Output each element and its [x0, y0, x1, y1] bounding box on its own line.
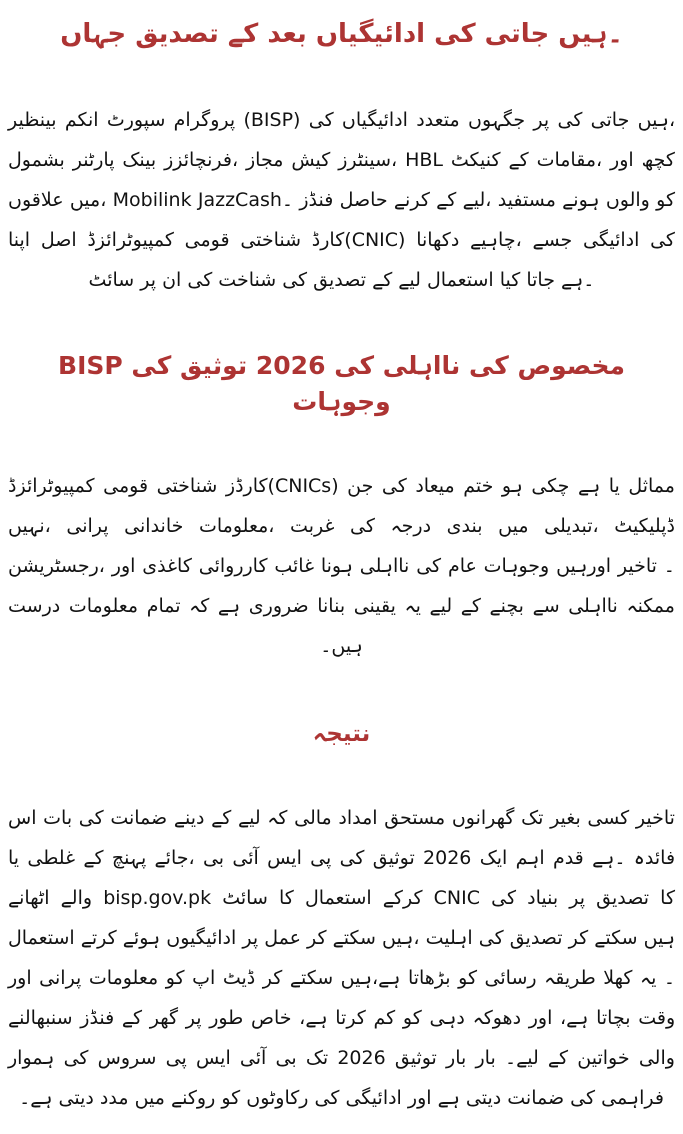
- urdu-word: مستفید: [497, 188, 556, 211]
- urdu-word: اپ: [192, 966, 216, 989]
- urdu-word: بچنے: [489, 595, 524, 618]
- urdu-word: کمپیوٹرائزڈ: [8, 475, 95, 498]
- urdu-word: معلومات: [68, 595, 139, 618]
- urdu-word: بندی: [446, 515, 483, 538]
- urdu-word: بچاتا: [596, 1006, 631, 1029]
- urdu-word: قومی: [184, 228, 230, 251]
- heading-conclusion: [38, 718, 645, 751]
- urdu-word: ہے: [437, 1086, 460, 1109]
- urdu-word: چاہیے: [470, 228, 516, 251]
- urdu-word: معلومات: [198, 515, 269, 538]
- urdu-word: ادائیگیاں: [315, 19, 426, 49]
- urdu-word: ممکنہ: [626, 595, 675, 618]
- urdu-word: پارٹنر: [72, 148, 115, 171]
- urdu-word: بغیر: [550, 806, 581, 829]
- urdu-word: اہلیت: [425, 926, 473, 949]
- urdu-word: یقینی: [353, 595, 396, 618]
- urdu-word: استعمال: [8, 926, 75, 949]
- urdu-word: اور: [8, 966, 32, 989]
- urdu-word: ادائیگی: [345, 1086, 402, 1109]
- urdu-word: پرانی: [66, 515, 109, 538]
- urdu-word: سائٹ: [88, 268, 135, 291]
- paragraph-ineligibility-reasons: کمپیوٹرائزڈ قومی شناختی کارڈز(CNICs) جن کی میعاد ختم ہو چکی ہے یا مماثل نہیں، پرانی خاندانی معلومات، غربت کی درجہ بندی میں تبدیلی، ڈپلیکیٹ رجسٹریشن، اور کاغذی کارروائی غائب ہونا نااہلی کی عام وجوہات ہیں ۔ تاخیر اور ممکنہ نااہلی سے بچنے کے لیے یہ یقینی بنانا ضروری ہے کہ تمام معلومات درست ہیں۔: [8, 475, 675, 658]
- urdu-word: کی: [314, 1086, 340, 1109]
- urdu-word: عمل: [264, 926, 301, 949]
- urdu-word: یا: [8, 846, 20, 869]
- urdu-word: ہے: [592, 846, 615, 869]
- urdu-word: کی: [557, 108, 583, 131]
- urdu-word: کی: [650, 228, 675, 251]
- urdu-word: استعمال: [427, 268, 494, 291]
- urdu-word: دینے: [173, 806, 205, 829]
- urdu-word: طریقہ: [544, 966, 596, 989]
- urdu-word: کا: [660, 886, 676, 909]
- urdu-word: سکتے: [594, 926, 638, 949]
- urdu-word: پرانی: [39, 966, 82, 989]
- urdu-word: کیا: [499, 268, 521, 291]
- urdu-word: انکم: [64, 108, 99, 131]
- urdu-word: کر: [568, 926, 589, 949]
- urdu-word: لیے: [429, 595, 453, 618]
- urdu-word: کے: [211, 806, 232, 829]
- urdu-word: ہیں: [643, 926, 675, 949]
- urdu-word: مخصوص: [517, 350, 625, 380]
- urdu-word: پر: [242, 926, 259, 949]
- urdu-word: معلومات: [88, 966, 159, 989]
- urdu-word: بنیاد: [527, 886, 559, 909]
- urdu-word: کے: [436, 188, 457, 211]
- urdu-word: یا: [608, 475, 620, 498]
- urdu-word: گھر: [149, 1006, 179, 1029]
- paragraph-conclusion: اس بات کی ضمانت دینے کے لیے کہ مالی امداد مستحق گھرانوں تک بغیر کسی تاخیر یا غلطی کے پہنچ جائے، بی آئی ایس پی کی توثیق 2026 ایک اہم قدم ہے۔ فائدہ اٹھانے والے bisp.gov.pk سائٹ کا استعمال کرکے CNIC کی بنیاد پر تصدیق کا استعمال کرتے ہوئے ادائیگیوں پر عمل کر سکتے ہیں، اہلیت کی تصدیق کر سکتے ہیں اور پرانی معلومات کو اپ ڈیٹ کر سکتے ہیں ۔ یہ کھلا طریقہ رسائی کو بڑھاتا ہے، وقت بچاتا ہے، اور دھوکہ دہی کو کم کرتا ہے، خاص طور پر گھر کے فنڈز سنبھالنے والی خواتین کے لیے۔ بار بار توثیق 2026 تک بی آئی ایس پی سروس کی ہموار فراہمی کی ضمانت دیتی ہے اور ادائیگی کی رکاوٹوں کو روکنے میں مدد دیتی ہے۔: [8, 806, 676, 1109]
- urdu-word: طور: [209, 1006, 244, 1029]
- urdu-word: اہم: [515, 846, 545, 869]
- urdu-word: جن: [347, 475, 374, 498]
- urdu-word: کرنے: [393, 188, 430, 211]
- urdu-word: پر: [569, 886, 586, 909]
- urdu-word: کی: [78, 806, 104, 829]
- urdu-word: کر: [307, 926, 327, 949]
- urdu-word: مماثل: [628, 475, 675, 498]
- urdu-word: کے: [227, 19, 259, 49]
- urdu-word: کارڈ: [311, 228, 345, 251]
- urdu-word: وجوہات: [292, 386, 391, 416]
- urdu-word: کے: [460, 595, 481, 618]
- urdu-word: تاخیر: [635, 806, 675, 829]
- urdu-word: کے: [508, 148, 529, 171]
- urdu-word: ضمانت: [110, 806, 168, 829]
- urdu-word: دکھانا: [416, 228, 460, 251]
- urdu-word: پی: [310, 846, 332, 869]
- urdu-word: اور: [407, 1086, 432, 1109]
- paragraph-payment-locations: بینظیر انکم سپورٹ پروگرام (BISP) کی ادائیگیاں متعدد جگہوں پر کی جاتی ہیں، بشمول پارٹنر بینک فرنچائزز، مجاز کیش سینٹرز، HBL کنیکٹ کے مقامات، اور کچھ علاقوں میں، Mobilink JazzCash۔ فنڈز حاصل کرنے کے لیے، مستفید ہونے والوں کو اپنا اصل کمپیوٹرائزڈ قومی شناختی کارڈ(CNIC) دکھانا چاہیے، جسے ادائیگی کی سائٹ پر ان کی شناخت کی تصدیق کے لیے استعمال کیا جاتا ہے۔: [8, 108, 676, 291]
- urdu-word: شناخت: [218, 268, 277, 291]
- urdu-word: بڑھاتا: [407, 966, 451, 989]
- urdu-word: کو: [656, 188, 675, 211]
- urdu-word: غلطی: [27, 846, 76, 869]
- urdu-word: استعمال: [304, 886, 372, 909]
- urdu-word: روکنے: [171, 1086, 216, 1109]
- urdu-word: کی: [478, 926, 504, 949]
- urdu-word: رکاوٹوں: [246, 1086, 309, 1109]
- urdu-word: بعد: [267, 19, 307, 49]
- urdu-word: کنیکٹ: [450, 148, 501, 171]
- urdu-word: کی: [416, 555, 442, 578]
- urdu-word: آئی: [239, 1046, 267, 1069]
- urdu-word: سروس: [97, 1046, 157, 1069]
- urdu-word: رسائی: [484, 966, 537, 989]
- urdu-word: فرنچائزز: [164, 148, 232, 171]
- urdu-word: یہ: [404, 595, 421, 618]
- urdu-word: کی: [334, 350, 375, 380]
- urdu-word: کچھ: [641, 148, 675, 171]
- urdu-word: کو: [402, 1006, 422, 1029]
- urdu-word: کی: [434, 19, 476, 49]
- heading-payments-after-verification: جہاں تصدیق کے بعد ادائیگیاں کی جاتی ہیں۔: [60, 19, 623, 49]
- urdu-word: کہ: [189, 595, 210, 618]
- urdu-word: سکتے: [289, 966, 334, 989]
- urdu-word: ہیں: [637, 108, 669, 131]
- urdu-word: دہی: [429, 1006, 465, 1029]
- urdu-word: کارڈز: [225, 475, 268, 498]
- urdu-word: ختم: [463, 475, 494, 498]
- urdu-word: پی: [165, 1046, 187, 1069]
- urdu-word: غائب: [274, 555, 315, 578]
- urdu-word: بار: [446, 1046, 467, 1069]
- urdu-word: خاندانی: [124, 515, 184, 538]
- urdu-word: آئی: [232, 846, 259, 869]
- urdu-word: اور: [111, 555, 136, 578]
- urdu-word: کرتا: [335, 1006, 366, 1029]
- urdu-word: اس: [8, 806, 37, 829]
- urdu-word: کمپیوٹرائزڈ: [87, 228, 174, 251]
- urdu-word: تبدیلی: [544, 515, 593, 538]
- urdu-word: ضروری: [248, 595, 309, 618]
- urdu-word: نہیں: [8, 515, 45, 538]
- urdu-word: جاتی: [484, 19, 550, 49]
- urdu-word: خواتین: [577, 1046, 630, 1069]
- urdu-word: کر: [262, 966, 283, 989]
- urdu-word: مقامات: [536, 148, 596, 171]
- urdu-word: ادائیگی: [583, 228, 640, 251]
- urdu-word: توثیق: [179, 350, 248, 380]
- urdu-word: والی: [638, 1046, 675, 1069]
- urdu-word: مستحق: [384, 806, 446, 829]
- urdu-word: کی: [187, 268, 213, 291]
- urdu-word: حاصل: [339, 188, 388, 211]
- urdu-word: نااہلی: [382, 350, 461, 380]
- urdu-word: پر: [140, 268, 157, 291]
- urdu-word: کے: [83, 846, 104, 869]
- urdu-word: ڈیٹ: [222, 966, 256, 989]
- urdu-word: متعدد: [416, 108, 460, 131]
- urdu-word: تک: [521, 806, 544, 829]
- urdu-word: جاتی: [590, 108, 630, 131]
- urdu-word: نتیجہ: [312, 721, 371, 748]
- urdu-word: مجاز: [246, 148, 284, 171]
- urdu-word: پہنچ: [111, 846, 147, 869]
- urdu-word: ادائیگیاں: [341, 108, 408, 131]
- urdu-word: بینظیر: [8, 108, 57, 131]
- urdu-word: ہے: [30, 1086, 53, 1109]
- urdu-word: اور: [528, 1006, 553, 1029]
- urdu-word: کی: [339, 846, 365, 869]
- urdu-word: کی: [350, 515, 375, 538]
- urdu-word: نااہلی: [568, 595, 618, 618]
- urdu-word: ہیں: [382, 926, 414, 949]
- urdu-word: شناختی: [156, 475, 218, 498]
- urdu-word: کیش: [291, 148, 331, 171]
- urdu-word: چکی: [531, 475, 570, 498]
- urdu-word: والوں: [605, 188, 650, 211]
- urdu-word: کو: [458, 966, 478, 989]
- urdu-word: ہیں: [340, 966, 372, 989]
- urdu-word: کسی: [587, 806, 630, 829]
- urdu-word: سے: [532, 595, 560, 618]
- urdu-word: بی: [275, 1046, 297, 1069]
- urdu-word: ایس: [267, 846, 302, 869]
- urdu-word: تصدیق: [135, 19, 219, 49]
- urdu-word: سائٹ: [222, 886, 268, 909]
- urdu-word: توثیق: [372, 846, 415, 869]
- urdu-word: کارروائی: [198, 555, 268, 578]
- urdu-word: خاص: [250, 1006, 292, 1029]
- urdu-word: تصدیق: [509, 926, 563, 949]
- urdu-word: نااہلی: [359, 555, 410, 578]
- urdu-word: کی: [491, 886, 516, 909]
- urdu-word: لیے: [462, 188, 486, 211]
- urdu-word: قدم: [552, 846, 584, 869]
- urdu-word: ہو: [501, 475, 523, 498]
- urdu-word: میعاد: [415, 475, 455, 498]
- urdu-word: ادائیگیوں: [166, 926, 237, 949]
- urdu-word: تصدیق: [313, 268, 367, 291]
- urdu-word: ضمانت: [507, 1086, 565, 1109]
- urdu-word: ڈپلیکیٹ: [614, 515, 675, 538]
- urdu-word: کی: [131, 350, 172, 380]
- urdu-word: جائے: [154, 846, 189, 869]
- urdu-word: کا: [279, 886, 294, 909]
- urdu-word: کی: [570, 1086, 596, 1109]
- urdu-word: تک: [305, 1046, 329, 1069]
- urdu-word: تاخیر: [617, 555, 657, 578]
- urdu-word: مدد: [99, 1086, 129, 1109]
- urdu-word: ہیں: [556, 555, 588, 578]
- urdu-word: ہیں: [331, 635, 363, 658]
- urdu-word: جہاں: [60, 19, 127, 49]
- urdu-word: جاتا: [526, 268, 555, 291]
- urdu-word: فراہمی: [601, 1086, 664, 1109]
- urdu-word: کی: [63, 1046, 89, 1069]
- urdu-word: کم: [373, 1006, 396, 1029]
- urdu-word: کو: [165, 966, 185, 989]
- urdu-word: امداد: [338, 806, 378, 829]
- urdu-word: دھوکہ: [472, 1006, 522, 1029]
- urdu-word: اور: [610, 148, 634, 171]
- urdu-word: مالی: [294, 806, 332, 829]
- urdu-word: اور: [587, 555, 612, 578]
- heading-ineligibility-reasons: BISP کی توثیق 2026 کی نااہلی کی مخصوص وجوہات: [58, 350, 625, 416]
- urdu-word: جگہوں: [468, 108, 526, 131]
- urdu-word: تمام: [146, 595, 181, 618]
- urdu-word: ایس: [195, 1046, 231, 1069]
- urdu-word: لیے: [516, 1046, 539, 1069]
- urdu-word: ہے: [566, 1006, 589, 1029]
- urdu-word: رجسٹریشن: [8, 555, 99, 578]
- urdu-word: کاغذی: [142, 555, 192, 578]
- urdu-word: دیتی: [58, 1086, 94, 1109]
- urdu-word: کے: [547, 1046, 569, 1069]
- urdu-word: میں: [134, 1086, 165, 1109]
- urdu-word: درست: [8, 595, 61, 618]
- urdu-word: تصدیق: [596, 886, 650, 909]
- urdu-word: کی: [468, 350, 509, 380]
- urdu-word: کہ: [267, 806, 288, 829]
- urdu-word: ہے: [217, 595, 241, 618]
- urdu-word: علاقوں: [8, 188, 64, 211]
- urdu-word: بار: [475, 1046, 496, 1069]
- urdu-word: اٹھانے: [8, 886, 50, 909]
- urdu-word: یہ: [639, 966, 657, 989]
- urdu-word: ہے: [577, 475, 601, 498]
- urdu-word: ہوئے: [122, 926, 161, 949]
- urdu-word: سنبھالنے: [8, 1006, 73, 1029]
- urdu-word: وقت: [638, 1006, 676, 1029]
- urdu-word: ہونا: [320, 555, 353, 578]
- urdu-word: وجوہات: [483, 555, 550, 578]
- urdu-word: جسے: [532, 228, 573, 251]
- urdu-word: پر: [533, 108, 550, 131]
- urdu-word: میں: [69, 188, 101, 211]
- urdu-word: پر: [185, 1006, 202, 1029]
- urdu-word: فنڈز: [299, 188, 334, 211]
- urdu-word: ہے: [378, 966, 401, 989]
- urdu-word: شناختی: [240, 228, 302, 251]
- urdu-word: ہے: [561, 268, 584, 291]
- urdu-word: گھرانوں: [451, 806, 515, 829]
- urdu-word: کرتے: [80, 926, 117, 949]
- urdu-word: کو: [221, 1086, 241, 1109]
- urdu-word: ہے: [305, 1006, 328, 1029]
- urdu-word: بنانا: [317, 595, 346, 618]
- urdu-word: لیے: [237, 806, 261, 829]
- urdu-word: ایک: [479, 846, 508, 869]
- urdu-word: بشمول: [8, 148, 65, 171]
- urdu-word: والے: [60, 886, 93, 909]
- urdu-word: عام: [447, 555, 477, 578]
- urdu-word: قومی: [103, 475, 149, 498]
- urdu-word: کے: [121, 1006, 143, 1029]
- urdu-word: ان: [162, 268, 182, 291]
- urdu-word: اصل: [40, 228, 77, 251]
- urdu-word: درجہ: [390, 515, 432, 538]
- urdu-word: کھلا: [603, 966, 633, 989]
- urdu-word: کی: [308, 108, 334, 131]
- urdu-word: بینک: [122, 148, 157, 171]
- urdu-word: ہموار: [8, 1046, 55, 1069]
- urdu-word: توثیق: [394, 1046, 437, 1069]
- urdu-word: فائدہ: [633, 846, 676, 869]
- urdu-word: بی: [202, 846, 225, 869]
- urdu-word: پروگرام: [173, 108, 236, 131]
- urdu-word: میں: [498, 515, 529, 538]
- urdu-word: سکتے: [332, 926, 376, 949]
- urdu-word: کی: [381, 475, 407, 498]
- urdu-word: سپورٹ: [106, 108, 166, 131]
- urdu-word: اپنا: [8, 228, 31, 251]
- urdu-word: ہونے: [562, 188, 600, 211]
- urdu-word: بات: [43, 806, 73, 829]
- urdu-word: فنڈز: [80, 1006, 115, 1029]
- urdu-word: کی: [282, 268, 308, 291]
- urdu-word: سینٹرز: [338, 148, 392, 171]
- urdu-word: کے: [372, 268, 393, 291]
- urdu-word: ہیں: [558, 19, 608, 49]
- urdu-word: کرکے: [382, 886, 423, 909]
- urdu-word: غربت: [290, 515, 335, 538]
- urdu-word: لیے: [398, 268, 421, 291]
- urdu-word: دیتی: [465, 1086, 502, 1109]
